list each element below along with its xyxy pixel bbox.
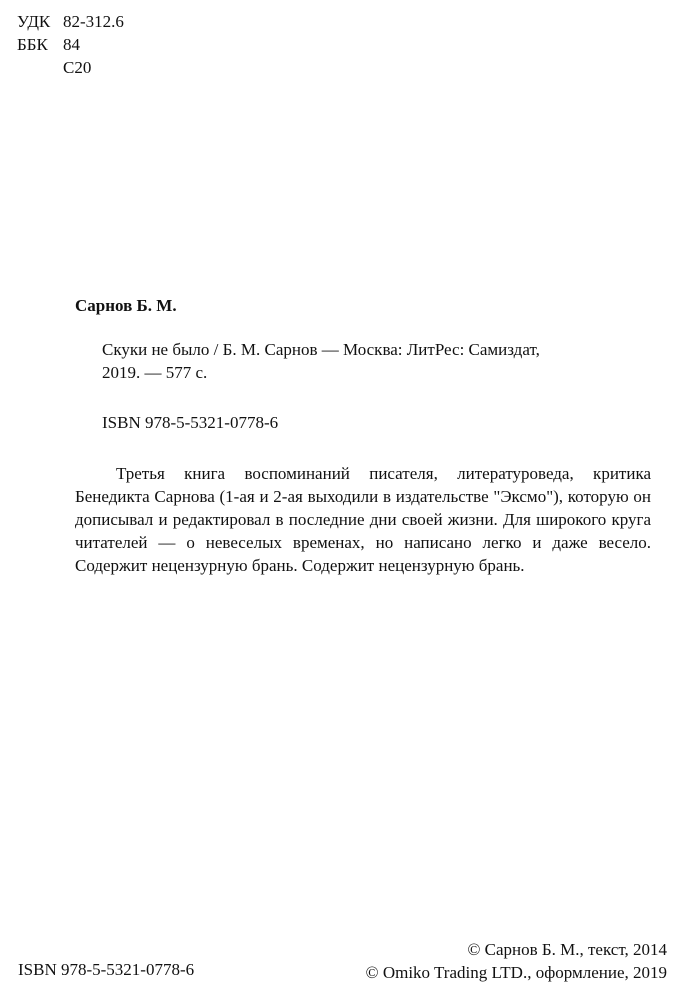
copyright-text: © Сарнов Б. М., текст, 2014 <box>467 940 667 959</box>
bbk-value: 84 <box>63 35 80 54</box>
bibliographic-description <box>75 338 635 384</box>
classification-block <box>17 10 124 79</box>
copyright-block <box>366 938 667 984</box>
udk-value: 82-312.6 <box>63 12 124 31</box>
author-mark-row <box>17 56 124 79</box>
bibliographic-line-1: Скуки не было / Б. М. Сарнов — Москва: ЛитРес: Самиздат, <box>102 340 540 359</box>
udk-row <box>17 10 124 33</box>
bibliographic-line-2: 2019. — 577 с. <box>102 363 208 382</box>
bbk-row <box>17 33 124 56</box>
bbk-label: ББК <box>17 35 48 54</box>
author-heading: Сарнов Б. М. <box>75 296 177 315</box>
isbn-main: ISBN 978-5-5321-0778-6 <box>102 413 279 432</box>
copyright-design: © Omiko Trading LTD., оформление, 2019 <box>365 963 667 982</box>
udk-label: УДК <box>17 12 51 31</box>
isbn-bottom: ISBN 978-5-5321-0778-6 <box>18 960 195 979</box>
author-mark: С20 <box>63 58 92 77</box>
annotation: Третья книга воспоминаний писателя, литературоведа, критика Бенедикта Сарнова (1-ая и 2-ая выходили в издательстве "Эксмо"), которую он дописывал и редактировал в последние дни своей жизни. Для широкого круга читателей — о невеселых временах, но написано легко и даже весело. Содержит нецензурную брань. Содержит нецензурную брань. <box>75 464 651 575</box>
